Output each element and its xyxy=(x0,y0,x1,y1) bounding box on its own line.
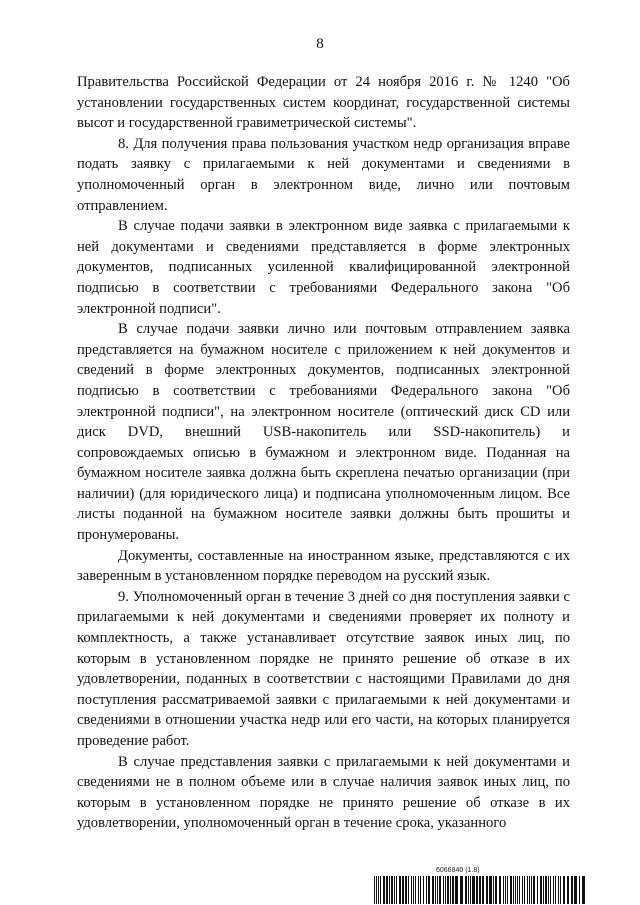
paragraph: Документы, составленные на иностранном языке, представляются с их заверенным в установленном порядке переводом на русский язык. xyxy=(77,547,570,585)
paragraph: 9. Уполномоченный орган в течение 3 дней со дня поступления заявки с прилагаемыми к ней документами и сведениями проверяет их полноту и комплектность, а также устанавливает отсутствие заявок иных лиц, по которым в установленном порядке не принято решение об отказе в их удовлетворении, поданных в соответствии с настоящими Правилами до дня поступления рассматриваемой заявки с прилагаемыми к ней документами и сведениями в отношении участка недр или его части, на которых планируется проведение работ. xyxy=(77,588,570,749)
paragraph: В случае представления заявки с прилагаемыми к ней документами и сведениями не в полном объеме или в случае наличия заявок иных лиц, по которым в установленном порядке не принято решение об отказе в их удовлетворении, уполномоченный орган в течение срока, указанного xyxy=(77,753,570,832)
document-body xyxy=(77,72,570,834)
paragraph: Правительства Российской Федерации от 24 ноября 2016 г. № 1240 "Об установлении государственных систем координат, государственной системы высот и государственной гравиметрической системы". xyxy=(77,74,570,132)
paragraph: В случае подачи заявки в электронном виде заявка с прилагаемыми к ней документами и сведениями представляется в форме электронных документов, подписанных усиленной квалифицированной электронной подписью в соответствии с требованиями Федерального закона "Об электронной подписи". xyxy=(77,218,570,317)
barcode-code: 6066840 (1.8) xyxy=(436,867,480,874)
paragraph: 8. Для получения права пользования участком недр организация вправе подать заявку с прилагаемыми к ней документами и сведениями в уполномоченный орган в электронном виде, лично или почтовым отправлением. xyxy=(77,135,570,214)
paragraph: В случае подачи заявки лично или почтовым отправлением заявка представляется на бумажном носителе с приложением к ней документов и сведений в форме электронных документов, подписанных электронной подписью в соответствии с требованиями Федерального закона "Об электронной подписи", на электронном носителе (оптический диск CD или диск DVD, внешний USB-накопитель или SSD-накопитель) и сопровождаемых описью в бумажном и электронном виде. Поданная на бумажном носителе заявка должна быть скреплена печатью организации (при наличии) (для юридического лица) и подписана уполномоченным лицом. Все листы поданной на бумажном носителе заявки должны быть прошиты и пронумерованы. xyxy=(77,321,570,544)
barcode-icon xyxy=(374,876,586,904)
page-number: 8 xyxy=(316,36,324,52)
